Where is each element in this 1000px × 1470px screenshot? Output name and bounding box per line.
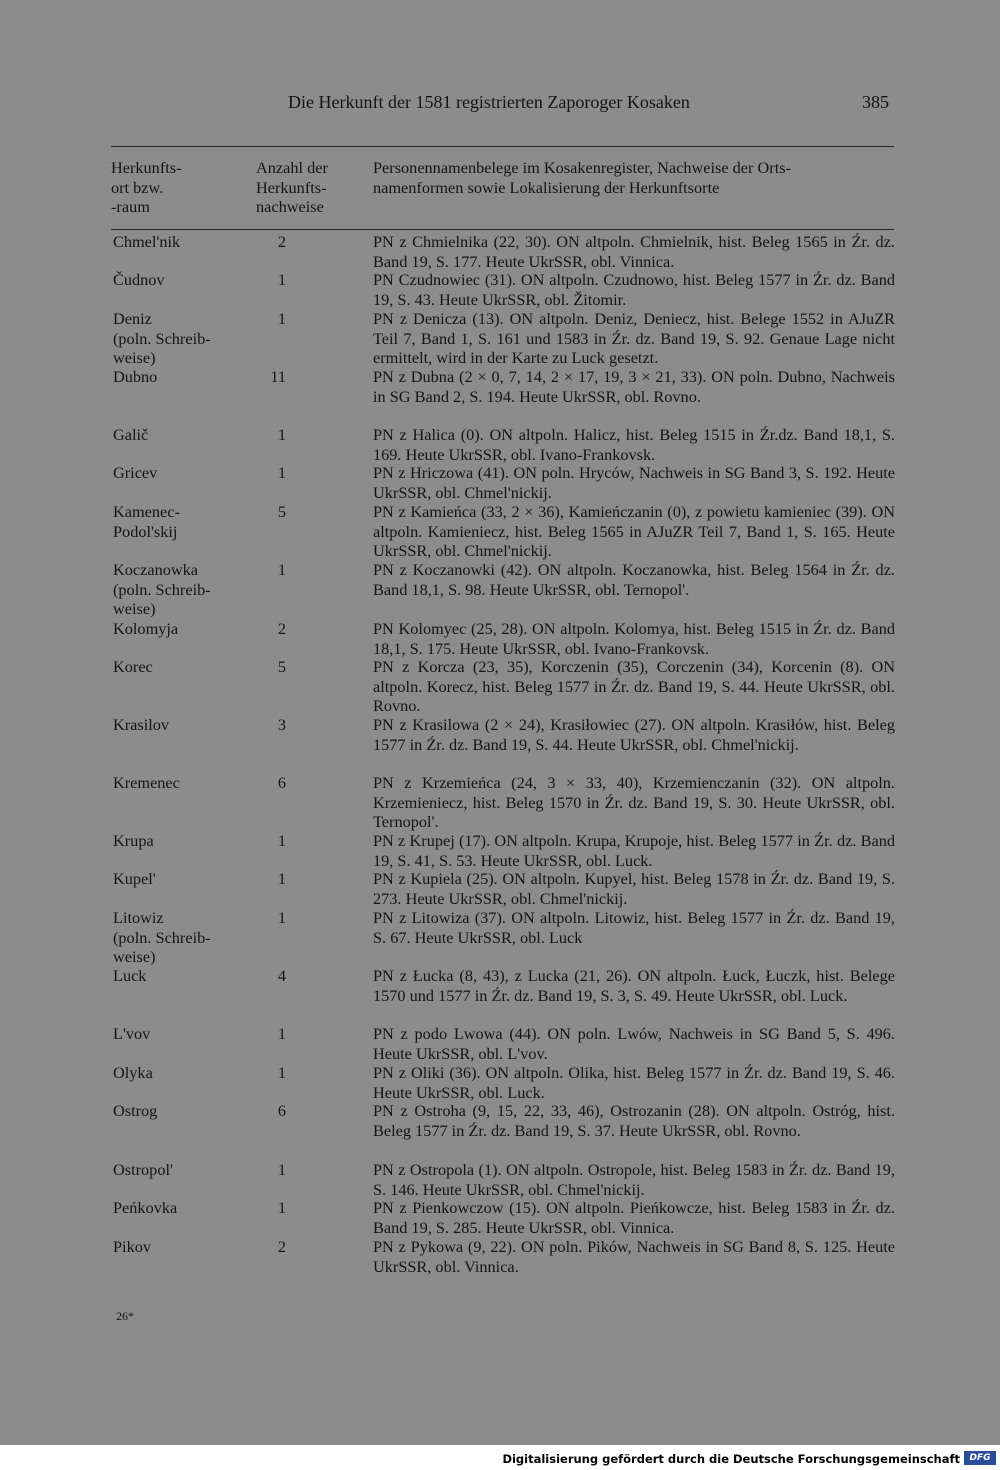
column-header-evidence: Personennamenbelege im Kosakenregister, Nachweise der Orts- namenformen sowie Lokalisierung der Herkunftsorte <box>373 158 791 197</box>
evidence-text: PN z Kupiela (25). ON altpoln. Kupyel, hist. Beleg 1578 in Źr. dz. Band 19, S. 273. Heute UkrSSR, obl. Chmel'nickij. <box>373 869 895 908</box>
signature-mark: 26* <box>116 1309 134 1323</box>
evidence-count: 1 <box>277 831 286 850</box>
place-name: Kupel' <box>113 869 156 888</box>
place-name: Kremenec <box>113 773 180 792</box>
evidence-count: 1 <box>277 1160 286 1179</box>
place-name: Kamenec- Podol'skij <box>113 502 180 541</box>
evidence-count: 1 <box>277 270 286 289</box>
evidence-text: PN z Pienkowczow (15). ON altpoln. Pieńkowcze, hist. Beleg 1583 in Źr. dz. Band 19, S. 285. Heute UkrSSR, obl. Vinnica. <box>373 1198 895 1237</box>
place-name: Korec <box>113 657 153 676</box>
evidence-text: PN z Krasilowa (2 × 24), Krasiłowiec (27). ON altpoln. Krasiłów, hist. Beleg 1577 in Źr. dz. Band 19, S. 44. Heute UkrSSR, obl. Chmel'nickij. <box>373 715 895 754</box>
credit-text: Digitalisierung gefördert durch die Deutsche Forschungsgemeinschaft <box>502 1452 960 1466</box>
column-header-count: Anzahl der Herkunfts- nachweise <box>256 158 328 216</box>
evidence-text: PN z Ostropola (1). ON altpoln. Ostropole, hist. Beleg 1583 in Źr. dz. Band 19, S. 146. Heute UkrSSR, obl. Chmel'nickij. <box>373 1160 895 1199</box>
evidence-count: 1 <box>277 1198 286 1217</box>
evidence-text: PN z Litowiza (37). ON altpoln. Litowiz, hist. Beleg 1577 in Źr. dz. Band 19, S. 67. Heute UkrSSR, obl. Luck <box>373 908 895 947</box>
running-title: Die Herkunft der 1581 registrierten Zaporoger Kosaken <box>288 92 690 112</box>
digitization-credit <box>0 1450 1000 1470</box>
evidence-text: PN z Krupej (17). ON altpoln. Krupa, Krupoje, hist. Beleg 1577 in Źr. dz. Band 19, S. 41, S. 53. Heute UkrSSR, obl. Luck. <box>373 831 895 870</box>
place-name: Krasilov <box>113 715 170 734</box>
evidence-count: 2 <box>277 1237 286 1256</box>
place-name: Peńkovka <box>113 1198 178 1217</box>
place-name: Chmel'nik <box>113 232 181 251</box>
evidence-text: PN z Pykowa (9, 22). ON poln. Pików, Nachweis in SG Band 8, S. 125. Heute UkrSSR, obl. Vinnica. <box>373 1237 895 1276</box>
evidence-text: PN z Denicza (13). ON altpoln. Deniz, Deniecz, hist. Belege 1552 in AJuZR Teil 7, Band 1, S. 161 und 1583 in Źr. dz. Band 19, S. 92. Genaue Lage nicht ermittelt, wird in der Karte zu Luck gesetzt. <box>373 309 895 367</box>
evidence-count: 6 <box>277 773 286 792</box>
dfg-logo: DFG <box>964 1451 996 1465</box>
place-name: Ostropol' <box>113 1160 173 1179</box>
evidence-text: PN z Koczanowki (42). ON altpoln. Koczanowka, hist. Beleg 1564 in Źr. dz. Band 18,1, S. 98. Heute UkrSSR, obl. Ternopol'. <box>373 560 895 599</box>
evidence-count: 5 <box>277 502 286 521</box>
evidence-count: 4 <box>277 966 286 985</box>
place-name: Dubno <box>113 367 158 386</box>
evidence-text: PN z Oliki (36). ON altpoln. Olika, hist. Beleg 1577 in Źr. dz. Band 19, S. 46. Heute UkrSSR, obl. Luck. <box>373 1063 895 1102</box>
place-name: Koczanowka (poln. Schreib- weise) <box>113 560 211 618</box>
place-name: Litowiz (poln. Schreib- weise) <box>113 908 211 966</box>
place-name: L'vov <box>113 1024 151 1043</box>
place-name: Pikov <box>113 1237 152 1256</box>
place-name: Kolomyja <box>113 619 179 638</box>
evidence-text: PN z Chmielnika (22, 30). ON altpoln. Chmielnik, hist. Beleg 1565 in Źr. dz. Band 19, S. 177. Heute UkrSSR, obl. Vinnica. <box>373 232 895 271</box>
evidence-count: 1 <box>277 560 286 579</box>
evidence-count: 3 <box>277 715 286 734</box>
evidence-count: 1 <box>277 908 286 927</box>
place-name: Gricev <box>113 463 158 482</box>
place-name: Olyka <box>113 1063 153 1082</box>
place-name: Galič <box>113 425 149 444</box>
evidence-text: PN Kolomyec (25, 28). ON altpoln. Kolomya, hist. Beleg 1515 in Źr. dz. Band 18,1, S. 175. Heute UkrSSR, obl. Ivano-Frankovsk. <box>373 619 895 658</box>
place-name: Ostrog <box>113 1101 158 1120</box>
evidence-text: PN z Ostroha (9, 15, 22, 33, 46), Ostrozanin (28). ON altpoln. Ostróg, hist. Beleg 1577 in Źr. dz. Band 19, S. 37. Heute UkrSSR, obl. Rovno. <box>373 1101 895 1140</box>
place-name: Čudnov <box>113 270 165 289</box>
evidence-count: 6 <box>277 1101 286 1120</box>
evidence-count: 11 <box>270 367 286 386</box>
evidence-count: 5 <box>277 657 286 676</box>
evidence-count: 1 <box>277 1024 286 1043</box>
table-header-rule <box>111 229 894 230</box>
evidence-count: 1 <box>277 425 286 444</box>
evidence-count: 1 <box>277 869 286 888</box>
evidence-text: PN z Hriczowa (41). ON poln. Hryców, Nachweis in SG Band 3, S. 192. Heute UkrSSR, obl. Chmel'nickij. <box>373 463 895 502</box>
evidence-text: PN z podo Lwowa (44). ON poln. Lwów, Nachweis in SG Band 5, S. 496. Heute UkrSSR, obl. L'vov. <box>373 1024 895 1063</box>
evidence-count: 1 <box>277 309 286 328</box>
table-top-rule <box>111 146 894 147</box>
evidence-text: PN z Krzemieńca (24, 3 × 33, 40), Krzemienczanin (32). ON altpoln. Krzemieniecz, hist. Beleg 1570 in Źr. dz. Band 19, S. 30. Heute UkrSSR, obl. Ternopol'. <box>373 773 895 831</box>
evidence-text: PN z Halica (0). ON altpoln. Halicz, hist. Beleg 1515 in Źr.dz. Band 18,1, S. 169. Heute UkrSSR, obl. Ivano-Frankovsk. <box>373 425 895 464</box>
page-number: 385 <box>862 92 889 112</box>
evidence-count: 1 <box>277 1063 286 1082</box>
evidence-text: PN z Korcza (23, 35), Korczenin (35), Corczenin (34), Korcenin (8). ON altpoln. Korecz, hist. Beleg 1577 in Źr. dz. Band 19, S. 44. Heute UkrSSR, obl. Rovno. <box>373 657 895 715</box>
evidence-count: 1 <box>277 463 286 482</box>
evidence-text: PN z Dubna (2 × 0, 7, 14, 2 × 17, 19, 3 × 21, 33). ON poln. Dubno, Nachweis in SG Band 2, S. 194. Heute UkrSSR, obl. Rovno. <box>373 367 895 406</box>
running-header <box>0 92 1000 118</box>
evidence-text: PN z Łucka (8, 43), z Lucka (21, 26). ON altpoln. Łuck, Łuczk, hist. Belege 1570 und 1577 in Źr. dz. Band 19, S. 3, S. 49. Heute UkrSSR, obl. Luck. <box>373 966 895 1005</box>
place-name: Luck <box>113 966 147 985</box>
column-header-place: Herkunfts- ort bzw. -raum <box>111 158 182 216</box>
evidence-text: PN z Kamieńca (33, 2 × 36), Kamieńczanin (0), z powietu kamieniec (39). ON altpoln. Kamieniecz, hist. Beleg 1565 in AJuZR Teil 7, Band 1, S. 165. Heute UkrSSR, obl. Chmel'nickij. <box>373 502 895 560</box>
place-name: Deniz (poln. Schreib- weise) <box>113 309 211 367</box>
place-name: Krupa <box>113 831 154 850</box>
evidence-count: 2 <box>277 619 286 638</box>
evidence-text: PN Czudnowiec (31). ON altpoln. Czudnowo, hist. Beleg 1577 in Źr. dz. Band 19, S. 43. Heute UkrSSR, obl. Žitomir. <box>373 270 895 309</box>
evidence-count: 2 <box>277 232 286 251</box>
